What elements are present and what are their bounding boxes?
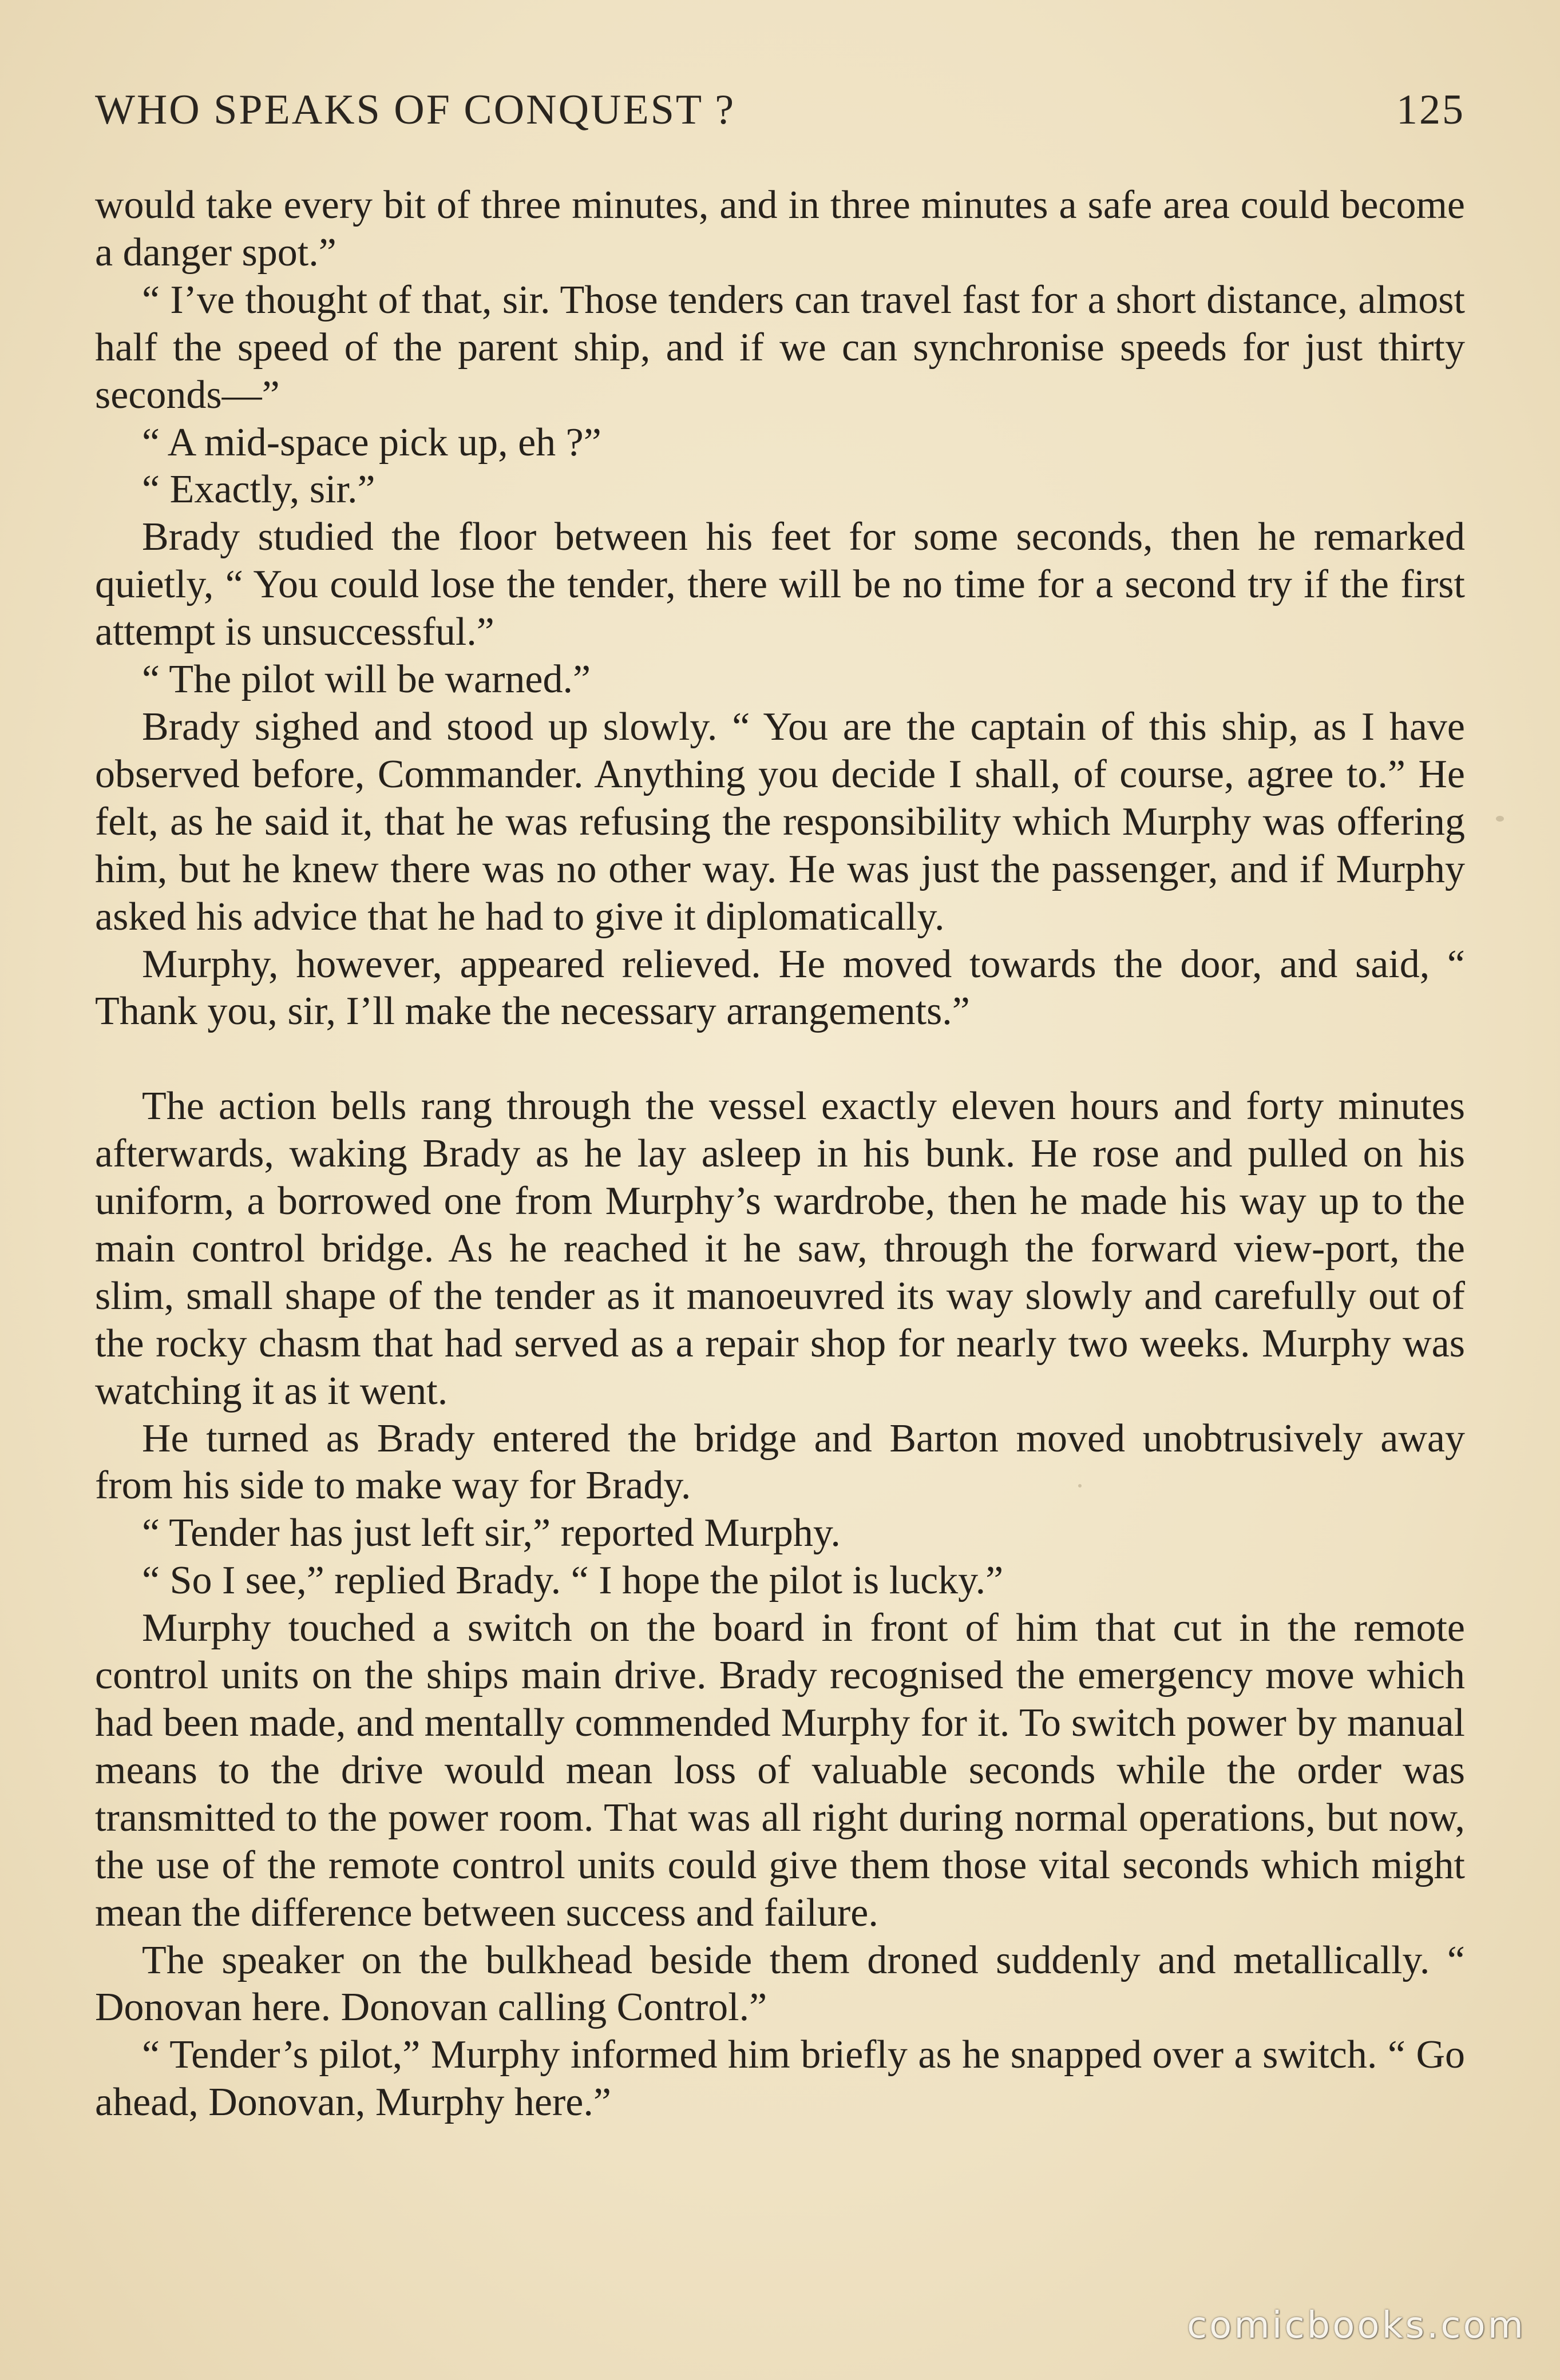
- paragraph: Brady sighed and stood up slowly. “ You are the captain of this ship, as I have observed before, Commander. Anything you decide I shall, of course, agree to.” He felt, as he said it, that he was refusing the responsibility which Murphy was offering him, but he knew there was no other way. He was just the passenger, and if Murphy asked his advice that he had to give it diplomatically.: [95, 704, 1465, 939]
- paragraph: “ Exactly, sir.”: [142, 467, 375, 512]
- paragraph: The speaker on the bulkhead beside them droned suddenly and metallically. “ Donovan here. Donovan calling Control.”: [95, 1938, 1465, 2030]
- paper-fleck: [1078, 1484, 1082, 1488]
- paragraph: “ I’ve thought of that, sir. Those tenders can travel fast for a short distance, almost half the speed of the parent ship, and if we can synchronise speeds for just thirty seconds—”: [95, 277, 1465, 417]
- body-text: [95, 182, 1465, 2127]
- running-head: [95, 86, 1465, 137]
- paragraph: “ The pilot will be warned.”: [142, 657, 591, 702]
- paragraph: “ Tender has just left sir,” reported Murphy.: [142, 1511, 841, 1556]
- paragraph: “ A mid-space pick up, eh ?”: [142, 420, 601, 465]
- paragraph: “ So I see,” replied Brady. “ I hope the pilot is lucky.”: [142, 1558, 1004, 1603]
- paragraph: Brady studied the floor between his feet for some seconds, then he remarked quietly, “ You could lose the tender, there will be no time for a second try if the first attempt is unsuccessful.”: [95, 515, 1465, 654]
- watermark: comicbooks.com: [1186, 2304, 1526, 2347]
- paper-fleck: [1496, 816, 1504, 822]
- paragraph: Murphy, however, appeared relieved. He moved towards the door, and said, “ Thank you, sir, I’ll make the necessary arrangements.”: [95, 942, 1465, 1034]
- paragraph: He turned as Brady entered the bridge and Barton moved unobtrusively away from his side to make way for Brady.: [95, 1416, 1465, 1508]
- paragraph: The action bells rang through the vessel exactly eleven hours and forty minutes afterwards, waking Brady as he lay asleep in his bunk. He rose and pulled on his uniform, a borrowed one from Murphy’s wardrobe, then he made his way up to the main control bridge. As he reached it he saw, through the forward view-port, the slim, small shape of the tender as it manoeuvred its way slowly and carefully out of the rocky chasm that had served as a repair shop for nearly two weeks. Murphy was watching it as it went.: [95, 1084, 1465, 1413]
- page-number: 125: [1396, 86, 1465, 133]
- paragraph: would take every bit of three minutes, and in three minutes a safe area could become a danger spot.”: [95, 183, 1465, 275]
- paragraph: “ Tender’s pilot,” Murphy informed him briefly as he snapped over a switch. “ Go ahead, Donovan, Murphy here.”: [95, 2033, 1465, 2125]
- paragraph: Murphy touched a switch on the board in front of him that cut in the remote control units on the ships main drive. Brady recognised the emergency move which had been made, and mentally commended Murphy for it. To switch power by manual means to the drive would mean loss of valuable seconds while the order was transmitted to the power room. That was all right during normal operations, but now, the use of the remote control units could give them those vital seconds which might mean the difference between success and failure.: [95, 1606, 1465, 1935]
- section-break: [95, 1036, 1465, 1083]
- running-head-title: WHO SPEAKS OF CONQUEST ?: [95, 86, 736, 133]
